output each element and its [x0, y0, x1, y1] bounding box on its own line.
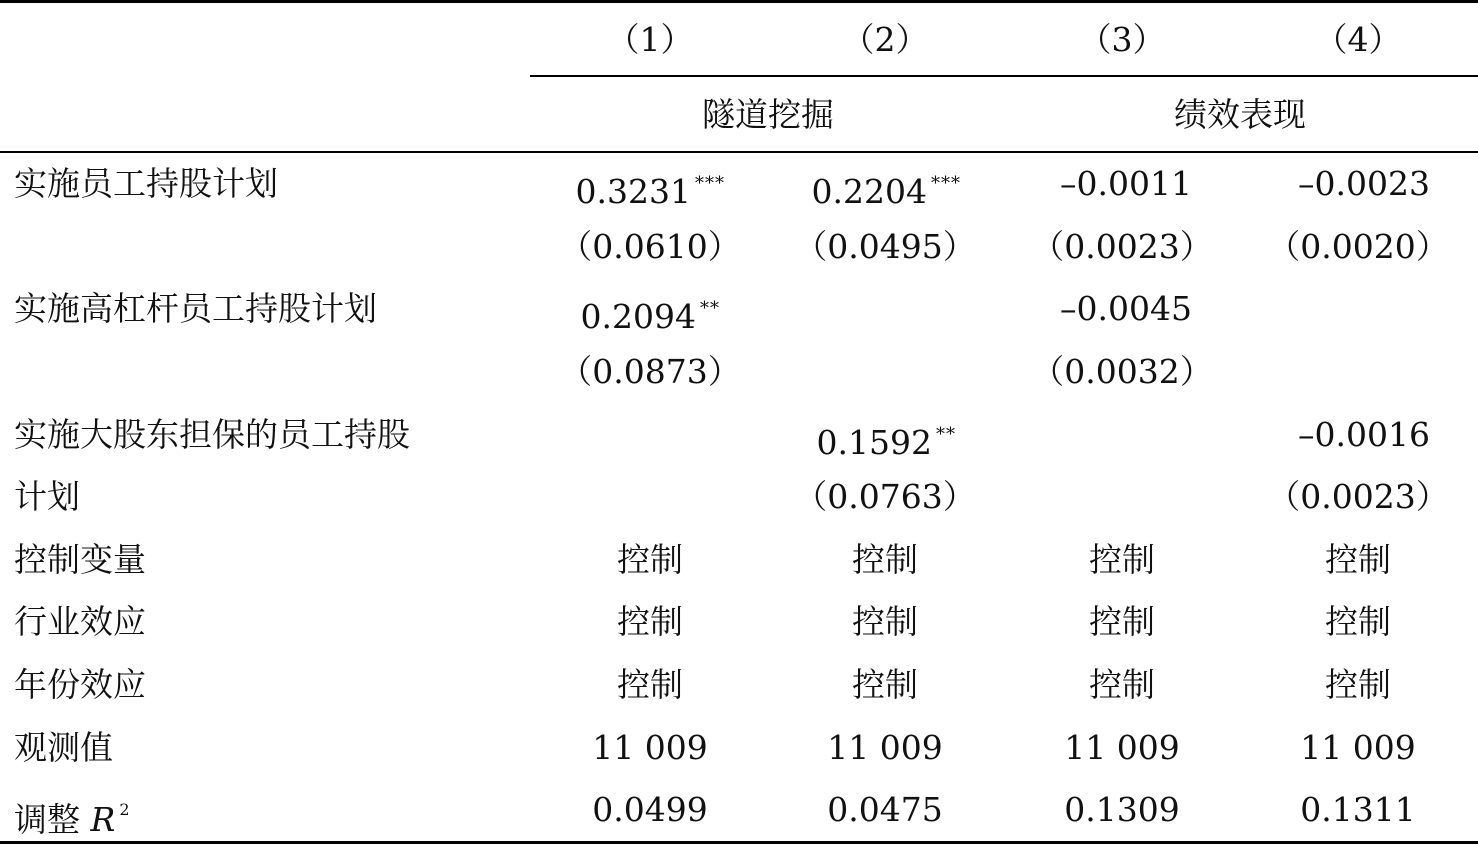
r-superscript: 2 — [119, 800, 131, 819]
esop-se-2: （0.0495） — [794, 227, 976, 266]
row-label-guaranteed-line2: 计划 — [14, 477, 80, 516]
adj-r2-val-2: 0.0475 — [827, 790, 943, 829]
esop-coef-2 — [756, 164, 961, 212]
col-number-2: （2） — [841, 20, 929, 59]
controls-val-4: 控制 — [1325, 540, 1391, 579]
significance-stars: ** — [700, 298, 720, 319]
row-label-esop: 实施员工持股计划 — [14, 164, 278, 203]
esop-coef-4: –0.0023 — [1298, 164, 1430, 203]
observations-val-4: 11 009 — [1300, 728, 1416, 767]
esop-se-4: （0.0020） — [1267, 227, 1449, 266]
value: 0.2094 — [580, 297, 696, 336]
observations-val-1: 11 009 — [592, 728, 708, 767]
guaranteed-coef-2 — [756, 415, 956, 463]
year-val-1: 控制 — [617, 665, 683, 704]
esop-se-3: （0.0023） — [1031, 227, 1213, 266]
high-leverage-coef-1 — [520, 289, 720, 337]
industry-val-4: 控制 — [1325, 602, 1391, 641]
bottom-rule — [0, 841, 1478, 844]
value: 0.1592 — [816, 423, 932, 462]
label-prefix: 调整 — [14, 800, 91, 839]
adj-r2-val-3: 0.1309 — [1064, 790, 1180, 829]
top-rule — [0, 0, 1478, 3]
r-variable: R — [90, 800, 116, 839]
observations-val-2: 11 009 — [827, 728, 943, 767]
high-leverage-coef-3: –0.0045 — [1060, 289, 1192, 328]
significance-stars: ** — [936, 424, 956, 445]
controls-val-1: 控制 — [617, 540, 683, 579]
guaranteed-coef-4: –0.0016 — [1298, 415, 1430, 454]
controls-val-3: 控制 — [1089, 540, 1155, 579]
year-val-3: 控制 — [1089, 665, 1155, 704]
row-label-guaranteed-line1: 实施大股东担保的员工持股 — [14, 415, 410, 454]
header-sub-rule — [530, 75, 1478, 77]
industry-val-3: 控制 — [1089, 602, 1155, 641]
group-label-tunnel: 隧道挖掘 — [702, 95, 834, 134]
value: 0.2204 — [811, 172, 927, 211]
year-val-4: 控制 — [1325, 665, 1391, 704]
header-bottom-rule — [0, 151, 1478, 153]
row-label-industry: 行业效应 — [14, 602, 146, 641]
esop-coef-3: –0.0011 — [1060, 164, 1192, 203]
industry-val-1: 控制 — [617, 602, 683, 641]
row-label-adj-r2 — [14, 790, 131, 840]
high-leverage-se-3: （0.0032） — [1031, 352, 1213, 391]
col-number-3: （3） — [1078, 20, 1166, 59]
row-label-year: 年份效应 — [14, 665, 146, 704]
controls-val-2: 控制 — [852, 540, 918, 579]
col-number-1: （1） — [606, 20, 694, 59]
guaranteed-se-2: （0.0763） — [794, 477, 976, 516]
significance-stars: *** — [931, 173, 961, 194]
row-label-controls: 控制变量 — [14, 540, 146, 579]
esop-se-1: （0.0610） — [559, 227, 741, 266]
col-number-4: （4） — [1314, 20, 1402, 59]
high-leverage-se-1: （0.0873） — [559, 352, 741, 391]
row-label-observations: 观测值 — [14, 728, 113, 767]
value: 0.3231 — [575, 172, 691, 211]
observations-val-3: 11 009 — [1064, 728, 1180, 767]
group-label-performance: 绩效表现 — [1174, 95, 1306, 134]
industry-val-2: 控制 — [852, 602, 918, 641]
row-label-high-leverage: 实施高杠杆员工持股计划 — [14, 289, 377, 328]
adj-r2-val-1: 0.0499 — [592, 790, 708, 829]
guaranteed-se-4: （0.0023） — [1267, 477, 1449, 516]
year-val-2: 控制 — [852, 665, 918, 704]
adj-r2-val-4: 0.1311 — [1300, 790, 1416, 829]
significance-stars: *** — [695, 173, 725, 194]
esop-coef-1 — [520, 164, 725, 212]
